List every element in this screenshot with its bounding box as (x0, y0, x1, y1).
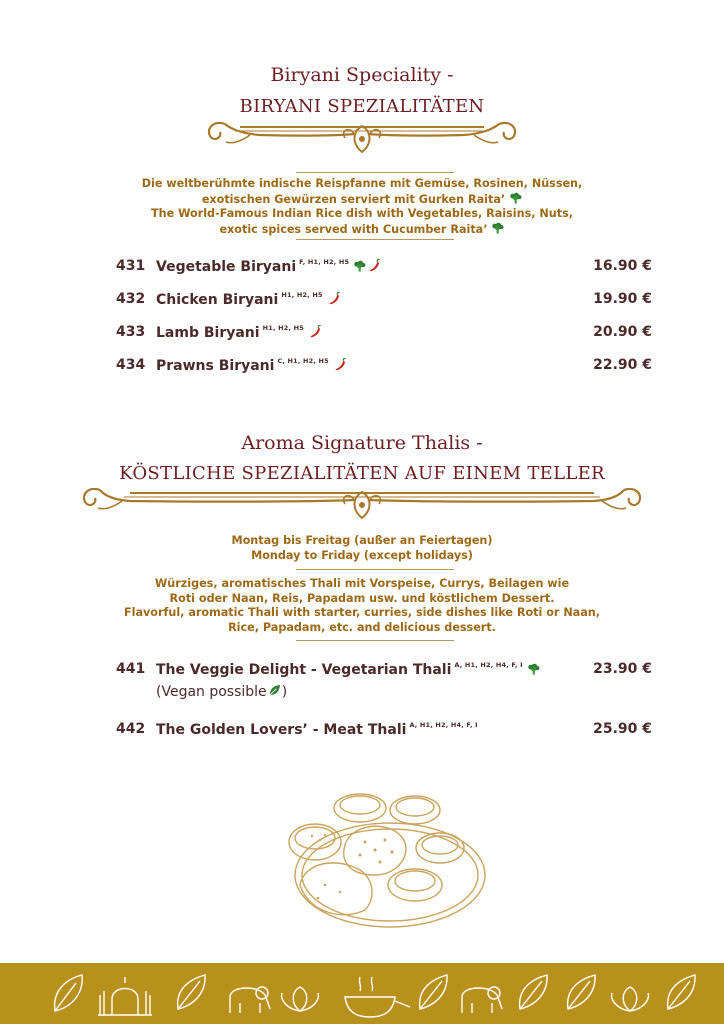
menu-item-441: 441 The Veggie Delight - Vegetarian Thali $^{A, H1, H2, H4, F, I}$ 23.90 € (116, 661, 652, 678)
description-rule-bottom (296, 640, 454, 641)
section-title-thalis: Aroma Signature Thalis - (241, 432, 483, 454)
broccoli-icon (509, 192, 522, 204)
elephant-icon (230, 987, 270, 1013)
thali-plate-illustration (280, 780, 490, 930)
description-rule-top (296, 172, 454, 173)
menu-item-432: 432 Chicken Biryani $^{H1, H2, H5}$ 19.90 € (116, 291, 652, 308)
leaf-icon (420, 975, 447, 1009)
menu-item-431: 431 Vegetable Biryani $^{F, H1, H2, H5}$ 16.90 € (116, 258, 652, 275)
leaf-icon (268, 684, 281, 697)
leaf-icon (668, 975, 695, 1009)
description-rule-top (296, 569, 454, 570)
section-title-biryani: Biryani Speciality - (270, 64, 454, 86)
chili-icon (333, 358, 346, 371)
section-subtitle-thalis: KÖSTLICHE SPEZIALITÄTEN AUF EINEM TELLER (119, 463, 605, 484)
ornament-divider (0, 488, 724, 524)
leaf-icon (178, 975, 205, 1009)
menu-item-442: 442 The Golden Lovers’ - Meat Thali $^{A, H1, H2, H4, F, I}$ 25.90 € (116, 721, 652, 738)
section-subtitle-biryani: BIRYANI SPEZIALITÄTEN (239, 96, 485, 117)
chili-icon (308, 325, 321, 338)
cooking-pot-icon (345, 977, 410, 1017)
thali-days: Montag bis Freitag (außer an Feiertagen) Monday to Friday (except holidays) (231, 534, 493, 562)
thali-description: Würziges, aromatisches Thali mit Vorspeise, Currys, Beilagen wie Roti oder Naan, Reis, Papadam usw. und köstlichem Dessert. Flavorful, aromatic Thali with starter, curries, side dishes like Roti or Naan, Rice, Papadam, etc. and delicious dessert. (123, 577, 600, 634)
biryani-description: Die weltberühmte indische Reispfanne mit Gemüse, Rosinen, Nüssen, exotischen Gewürzen serviert mit Gurken Raita’ The World-Famous Indian Rice dish with Vegetables, Raisins, Nuts, exotic spices served with Cucumber Raita’ (141, 177, 583, 236)
broccoli-icon (353, 260, 366, 272)
elephant-icon (462, 987, 502, 1013)
leaf-icon (520, 975, 547, 1009)
leaf-icon (55, 975, 83, 1011)
chili-icon (327, 292, 340, 305)
leaf-icon (568, 975, 595, 1009)
lotus-icon (282, 987, 319, 1011)
footer-band (0, 963, 724, 1024)
broccoli-icon (527, 663, 540, 675)
chili-icon (367, 259, 380, 272)
menu-item-433: 433 Lamb Biryani $^{H1, H2, H5}$ 20.90 € (116, 324, 652, 341)
description-rule-bottom (296, 239, 454, 240)
lotus-icon (612, 987, 649, 1011)
vegan-note: (Vegan possible ) (156, 684, 288, 700)
ornament-divider (0, 122, 724, 158)
menu-item-434: 434 Prawns Biryani $^{C, H1, H2, H5}$ 22.90 € (116, 357, 652, 374)
taj-mahal-icon (98, 977, 152, 1015)
broccoli-icon (491, 222, 504, 234)
